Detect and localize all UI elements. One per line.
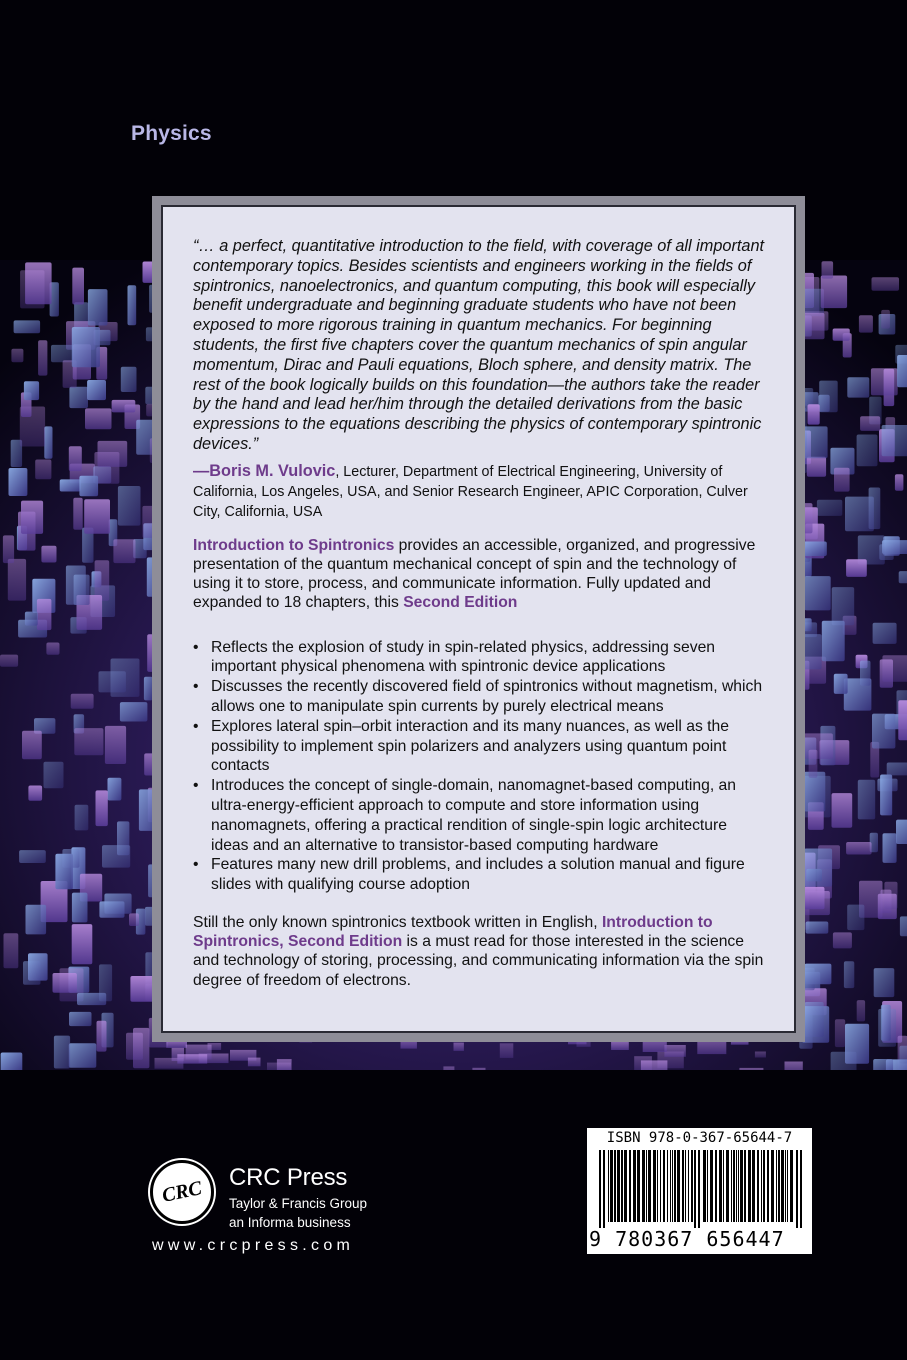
lattice-block (248, 1058, 261, 1067)
barcode-bar (614, 1150, 616, 1222)
lattice-block (105, 726, 126, 764)
lattice-block (872, 277, 900, 290)
lattice-block (28, 786, 42, 801)
barcode-bar (682, 1150, 684, 1222)
lattice-block (60, 479, 81, 491)
lattice-block (44, 426, 52, 458)
feature-item: • Reflects the explosion of study in spin-related physics, addressing seven important physical phenomena with spintronic device applications (193, 638, 767, 678)
crc-logo (150, 1160, 214, 1224)
isbn-barcode (587, 1128, 812, 1254)
barcode-bar (688, 1150, 689, 1222)
lattice-block (87, 380, 106, 400)
lattice-block (3, 535, 14, 563)
ean-digits: 9 780367 656447 (589, 1227, 785, 1251)
lattice-block (443, 1066, 454, 1070)
lattice-block (98, 441, 128, 467)
lattice-block (500, 1043, 514, 1058)
lattice-block (822, 261, 834, 278)
lattice-block (472, 1068, 485, 1070)
lattice-block (85, 408, 112, 429)
intro-text: provides an accessible, organized, and progressive presentation of the quantum mechanical concept of spin and the technology of using it to store, process, and communicate information. Fully updated and expanded to 18 chapters, this (193, 536, 756, 612)
panel-content (193, 237, 767, 990)
feature-item: • Introduces the concept of single-domain, nanomagnet-based computing, an ultra-energy-efficient approach to compute and store information using nanomagnets, offering a practical rendition of single-spin logic architecture ideas and an alternative to transistor-based computing hardware (193, 776, 767, 855)
edition-highlight: Second Edition (403, 594, 518, 612)
barcode-bar (744, 1150, 746, 1222)
barcode-bar (715, 1150, 717, 1222)
barcode-bar (778, 1150, 780, 1222)
lattice-block (129, 913, 139, 926)
barcode-guard-bar (599, 1150, 601, 1228)
lattice-block (72, 268, 84, 305)
lattice-block (641, 1060, 668, 1070)
lattice-block (874, 968, 895, 997)
lattice-block (120, 702, 147, 721)
lattice-block (72, 327, 100, 367)
barcode-bar (761, 1150, 762, 1222)
lattice-block (805, 964, 832, 985)
lattice-block (177, 1054, 207, 1063)
lattice-block (833, 329, 850, 341)
lattice-block (128, 285, 137, 325)
publisher-tagline: an Informa business (229, 1215, 351, 1230)
lattice-block (847, 905, 864, 931)
barcode-guard-bar (796, 1150, 798, 1228)
lattice-block (0, 655, 18, 667)
barcode-bar (642, 1150, 645, 1222)
lattice-block (97, 1021, 107, 1052)
lattice-block (51, 345, 74, 362)
lattice-block (126, 1033, 143, 1060)
lattice-block (75, 805, 89, 831)
lattice-block (832, 793, 853, 828)
barcode-bar (663, 1150, 665, 1222)
lattice-block (38, 340, 47, 375)
lattice-block (872, 714, 895, 749)
barcode-bar (633, 1150, 636, 1222)
lattice-block (739, 1068, 763, 1070)
lattice-block (833, 932, 852, 948)
lattice-block (69, 446, 82, 471)
review-attribution (193, 461, 767, 522)
lattice-block (108, 778, 122, 801)
description-panel (161, 205, 796, 1033)
reviewer-name: —Boris M. Vulovic (193, 461, 336, 480)
lattice-block (832, 587, 855, 625)
barcode-bar (781, 1150, 784, 1222)
lattice-block (664, 1045, 685, 1057)
lattice-block (846, 559, 867, 577)
barcode-bar (685, 1150, 686, 1222)
lattice-block (834, 468, 850, 492)
lattice-block (882, 425, 907, 456)
lattice-block (69, 387, 88, 408)
lattice-block (806, 922, 829, 934)
barcode-bar (646, 1150, 647, 1222)
barcode-bar (733, 1150, 735, 1222)
lattice-block (23, 961, 41, 985)
lattice-block (69, 1043, 97, 1068)
lattice-block (454, 1043, 464, 1051)
lattice-block (887, 763, 907, 776)
barcode-bar (736, 1150, 737, 1222)
lattice-block (46, 643, 59, 655)
lattice-block (821, 276, 847, 309)
lattice-block (822, 621, 845, 661)
lattice-block (899, 1046, 907, 1064)
barcode-bar (672, 1150, 673, 1222)
lattice-block (24, 381, 39, 400)
lattice-block (9, 468, 28, 496)
lattice-block (804, 733, 833, 759)
lattice-block (882, 655, 907, 682)
lattice-block (84, 499, 110, 534)
lattice-block (880, 775, 892, 816)
barcode-bar (621, 1150, 623, 1222)
category-label: Physics (131, 122, 212, 145)
lattice-block (895, 474, 904, 491)
barcode-bar (726, 1150, 729, 1222)
feature-list (193, 638, 767, 895)
lattice-block (805, 576, 831, 610)
lattice-block (54, 1036, 70, 1069)
intro-paragraph (193, 536, 767, 613)
barcode-guard-bar (698, 1150, 700, 1228)
lattice-block (25, 612, 38, 626)
lattice-block (835, 1019, 845, 1047)
lattice-block (35, 460, 51, 480)
lattice-block (611, 1041, 629, 1050)
barcode-bar (785, 1150, 786, 1222)
barcode-bar (710, 1150, 713, 1222)
lattice-block (817, 500, 842, 516)
lattice-block (857, 1000, 865, 1021)
barcode-bar (691, 1150, 693, 1222)
barcode-bar (677, 1150, 680, 1222)
lattice-block (53, 973, 77, 993)
barcode-bar (771, 1150, 774, 1222)
barcode-bar (787, 1150, 788, 1222)
publisher-block (150, 1158, 390, 1268)
lattice-block (41, 546, 56, 563)
lattice-block (881, 310, 890, 329)
lattice-block (871, 368, 898, 395)
lattice-block (846, 842, 872, 855)
lattice-block (121, 367, 137, 392)
lattice-block (113, 539, 135, 563)
barcode-bar (740, 1150, 743, 1222)
lattice-block (809, 750, 818, 778)
barcode-bar (617, 1150, 620, 1222)
closing-paragraph (193, 913, 767, 990)
lattice-block (898, 700, 907, 740)
lattice-block (95, 560, 110, 601)
lattice-block (20, 270, 44, 308)
barcode-bar (648, 1150, 651, 1222)
lattice-block (14, 320, 40, 333)
lattice-block (74, 728, 103, 755)
lattice-block (873, 1059, 893, 1070)
barcode-bar (660, 1150, 661, 1222)
lattice-block (834, 674, 848, 694)
lattice-block (72, 924, 93, 964)
lattice-block (1, 1053, 23, 1071)
lattice-block (74, 575, 90, 605)
lattice-block (803, 426, 828, 458)
barcode-bar (763, 1150, 765, 1222)
lattice-block (69, 1012, 92, 1026)
closing-suffix: is a must read for those interested in the science and technology of storing, processing, and communicating information via the spin degree of freedom of electrons. (193, 933, 764, 989)
publisher-url: www.crcpress.com (152, 1237, 355, 1254)
lattice-block (858, 780, 875, 820)
barcode-bar (674, 1150, 676, 1222)
barcode-bar (707, 1150, 708, 1222)
lattice-block (22, 731, 42, 760)
barcode-bar (653, 1150, 656, 1222)
lattice-block (857, 435, 878, 467)
lattice-block (118, 486, 141, 526)
lattice-block (44, 762, 64, 789)
barcode-bar (757, 1150, 759, 1222)
lattice-block (79, 476, 98, 497)
closing-prefix: Still the only known spintronics textbook written in English, (193, 913, 602, 931)
publisher-name: CRC Press (229, 1164, 348, 1191)
feature-item: • Features many new drill problems, and includes a solution manual and figure slides with qualifying course adoption (193, 855, 767, 895)
barcode-bar (776, 1150, 777, 1222)
review-quote: “… a perfect, quantitative introduction to the field, with coverage of all important contemporary topics. Besides scientists and engineers working in the fields of spintronics, nanoelectronics, and quantum computing, this book will especially benefit undergraduate and beginning graduate students who have not been exposed to more rigorous training in quantum mechanics. For beginning students, the first five chapters cover the quantum mechanics of spin angular momentum, Dirac and Pauli equations, Bloch sphere, and density matrix. The rest of the book logically builds on this foundation—the authors take the reader by the hand and lead her/him through the detailed derivations from the basic expressions to the equations describing the physics of contemporary spintronic devices.” (193, 237, 765, 453)
barcode-bar (731, 1150, 732, 1222)
barcode-bar (610, 1150, 613, 1222)
lattice-block (19, 850, 46, 863)
lattice-block (859, 315, 873, 332)
lattice-block (130, 976, 154, 1002)
lattice-block (900, 916, 907, 936)
lattice-block (88, 289, 108, 325)
isbn-label: ISBN 978-0-367-65644-7 (606, 1130, 793, 1146)
lattice-block (899, 571, 907, 583)
lattice-block (896, 820, 907, 844)
crc-logo-text: CRC (160, 1177, 204, 1207)
barcode-guard-bar (603, 1150, 605, 1228)
lattice-block (819, 381, 838, 413)
lattice-block (77, 993, 106, 1005)
lattice-block (897, 355, 907, 387)
lattice-block (860, 416, 880, 431)
reviewer-details: , Lecturer, Department of Electrical Engineering, University of California, Los Angeles, USA, and Senior Research Engineer, APIC Corporation, Culver City, California, USA (193, 463, 748, 520)
barcode-bar (767, 1150, 769, 1222)
barcode-bar (629, 1150, 631, 1222)
lattice-block (267, 1063, 291, 1070)
barcode-bar (748, 1150, 751, 1222)
lattice-block (845, 1024, 869, 1064)
barcode-bars (591, 1150, 808, 1228)
barcode-guard-bar (800, 1150, 802, 1228)
barcode-bar (719, 1150, 722, 1222)
lattice-block (26, 905, 47, 935)
lattice-block (71, 694, 94, 709)
barcode-bar (790, 1150, 793, 1222)
lattice-block (112, 400, 136, 413)
publisher-group: Taylor & Francis Group (229, 1196, 368, 1211)
lattice-block (73, 498, 82, 530)
barcode-guard-bar (694, 1150, 696, 1228)
lattice-block (873, 623, 897, 644)
lattice-block (883, 833, 897, 863)
lattice-block (96, 790, 108, 826)
lattice-block (755, 1052, 766, 1058)
lattice-block (102, 845, 130, 868)
barcode-bar (752, 1150, 755, 1222)
lattice-block (21, 501, 43, 534)
lattice-block (785, 1062, 803, 1071)
lattice-block (11, 349, 23, 363)
feature-item: • Explores lateral spin–orbit interaction and its many nuances, as well as the possibility to implement spin polarizers and analyzers using quantum point contacts (193, 717, 767, 776)
barcode-bar (703, 1150, 706, 1222)
feature-item: • Discusses the recently discovered field of spintronics without magnetism, which allows one to manipulate spin currents by purely electrical means (193, 677, 767, 717)
lattice-block (72, 893, 88, 923)
lattice-block (55, 854, 73, 889)
lattice-block (807, 457, 826, 477)
barcode-bar (608, 1150, 609, 1222)
lattice-block (881, 1005, 891, 1041)
lattice-block (804, 887, 824, 909)
barcode-bar (738, 1150, 739, 1222)
lattice-block (804, 849, 832, 887)
lattice-block (99, 671, 126, 692)
barcode-bar (624, 1150, 627, 1222)
lattice-block (847, 377, 869, 397)
barcode-bar (670, 1150, 671, 1222)
lattice-block (845, 497, 874, 532)
lattice-block (860, 661, 871, 686)
barcode-bar (637, 1150, 640, 1222)
book-title-highlight: Introduction to Spintronics (193, 536, 395, 554)
lattice-block (803, 542, 827, 557)
barcode-bar (667, 1150, 668, 1222)
closing-title-highlight: Introduction to Spintronics, Second Edition (193, 913, 713, 951)
lattice-block (805, 1002, 824, 1037)
lattice-block (37, 599, 52, 630)
lattice-block (882, 540, 907, 554)
lattice-block (4, 933, 19, 968)
lattice-block (99, 901, 124, 917)
lattice-block (8, 559, 26, 601)
barcode-bar (657, 1150, 658, 1222)
barcode-bar (723, 1150, 724, 1222)
lattice-block (808, 404, 820, 424)
lattice-block (844, 961, 854, 988)
